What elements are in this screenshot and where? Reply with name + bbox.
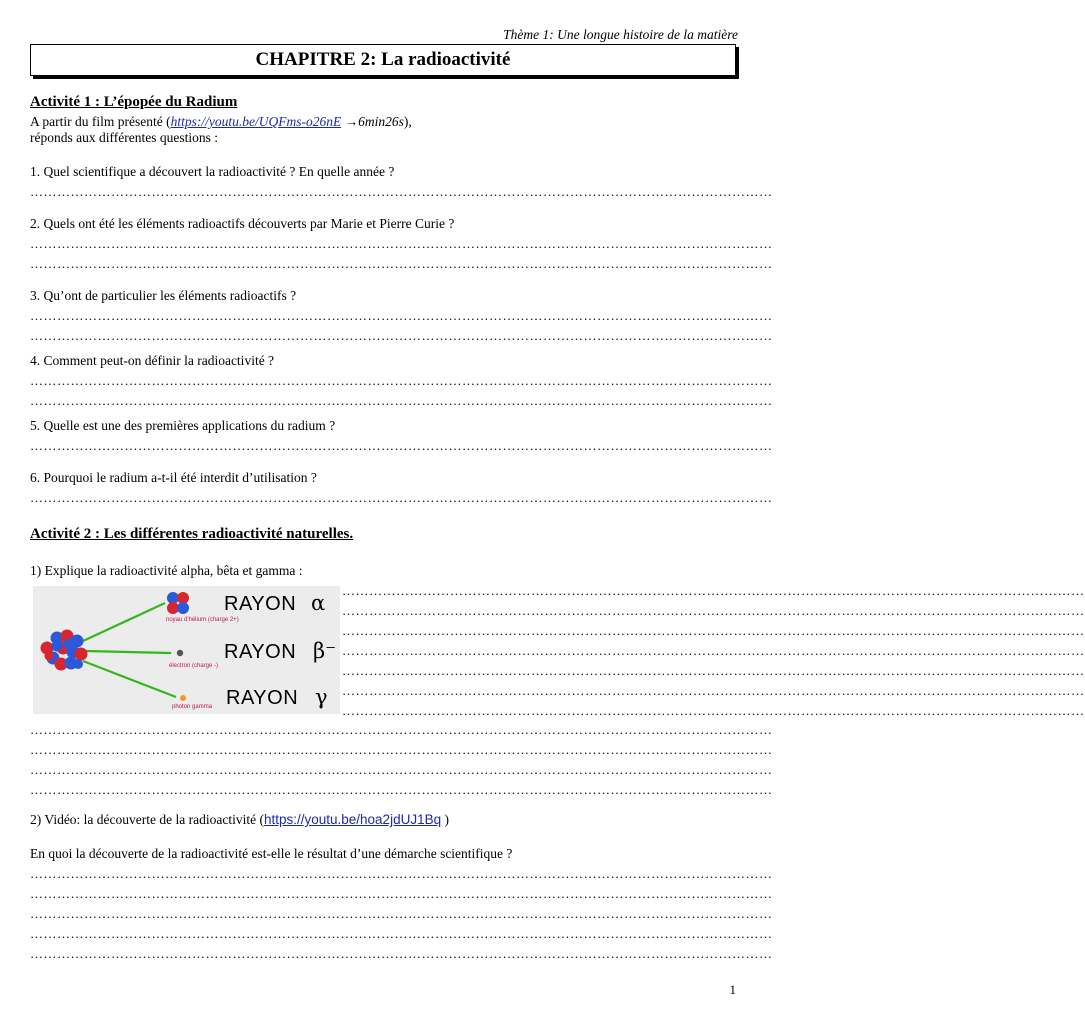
answer-line[interactable]: ………………………………………………………………………………………………………………………………………………… [30, 782, 773, 797]
activity2-question-1: 1) Explique la radioactivité alpha, bêta et gamma : [30, 563, 303, 578]
answer-line[interactable]: ………………………………………………………………………………………………………………………………………………… [30, 906, 773, 921]
answer-line[interactable]: ………………………………………………………………………………………………………………………………………………… [30, 742, 773, 757]
answer-line[interactable]: ………………………………………………………………………………………………………………………………………………… [342, 623, 1085, 638]
beta-symbol: β⁻ [313, 639, 337, 663]
electron-icon [177, 650, 183, 656]
intro-suffix: ), [403, 114, 412, 129]
answer-line[interactable]: ………………………………………………………………………………………………………………………………………………… [30, 184, 773, 199]
nucleus-icon [41, 630, 88, 671]
alpha-symbol: α [311, 591, 326, 615]
answer-line[interactable]: ………………………………………………………………………………………………………………………………………………… [30, 490, 773, 505]
page-number: 1 [729, 982, 736, 997]
answer-line[interactable]: ………………………………………………………………………………………………………………………………………………… [30, 866, 773, 881]
q2-suffix: ) [441, 812, 449, 827]
answer-line[interactable]: ………………………………………………………………………………………………………………………………………………… [30, 256, 773, 271]
photon-icon [180, 695, 186, 701]
film-time: →6min26s [341, 114, 404, 129]
beta-label: RAYON [224, 641, 297, 663]
q2-prefix: 2) Vidéo: la découverte de la radioactivité ( [30, 812, 264, 827]
activity1-intro-line2: réponds aux différentes questions : [30, 130, 218, 145]
answer-line[interactable]: ………………………………………………………………………………………………………………………………………………… [342, 583, 1085, 598]
gamma-label: RAYON [226, 687, 299, 709]
alpha-ray-line [83, 603, 165, 641]
gamma-caption: photon gamma [172, 704, 213, 710]
question-4: 4. Comment peut-on définir la radioactivité ? [30, 353, 275, 368]
radiation-figure [33, 586, 340, 714]
alpha-caption: noyau d'hélium (charge 2+) [166, 617, 239, 623]
activity1-intro [30, 114, 412, 130]
film-link[interactable]: https://youtu.be/UQFms-o26nE [170, 114, 342, 129]
question-5: 5. Quelle est une des premières applications du radium ? [30, 418, 336, 433]
answer-line[interactable]: ………………………………………………………………………………………………………………………………………………… [30, 373, 773, 388]
answer-line[interactable]: ………………………………………………………………………………………………………………………………………………… [30, 762, 773, 777]
answer-line[interactable]: ………………………………………………………………………………………………………………………………………………… [30, 308, 773, 323]
answer-line[interactable]: ………………………………………………………………………………………………………………………………………………… [342, 643, 1085, 658]
helium-nucleus-icon [167, 592, 189, 614]
answer-line[interactable]: ………………………………………………………………………………………………………………………………………………… [30, 722, 773, 737]
answer-line[interactable]: ………………………………………………………………………………………………………………………………………………… [342, 663, 1085, 678]
chapter-title: CHAPITRE 2: La radioactivité [30, 44, 736, 76]
answer-line[interactable]: ………………………………………………………………………………………………………………………………………………… [30, 393, 773, 408]
answer-line[interactable]: ………………………………………………………………………………………………………………………………………………… [30, 926, 773, 941]
alpha-label: RAYON [224, 593, 297, 615]
beta-ray-line [85, 651, 171, 653]
question-3: 3. Qu’ont de particulier les éléments radioactifs ? [30, 288, 297, 303]
answer-line[interactable]: ………………………………………………………………………………………………………………………………………………… [342, 683, 1085, 698]
answer-line[interactable]: ………………………………………………………………………………………………………………………………………………… [30, 946, 773, 961]
answer-line[interactable]: ………………………………………………………………………………………………………………………………………………… [30, 236, 773, 251]
activity1-title: Activité 1 : L’épopée du Radium [30, 94, 238, 110]
intro-prefix: A partir du film présenté ( [30, 114, 171, 129]
answer-line[interactable]: ………………………………………………………………………………………………………………………………………………… [30, 438, 773, 453]
answer-line[interactable]: ………………………………………………………………………………………………………………………………………………… [30, 328, 773, 343]
question-1: 1. Quel scientifique a découvert la radioactivité ? En quelle année ? [30, 164, 395, 179]
gamma-ray-line [83, 661, 176, 697]
answer-line[interactable]: ………………………………………………………………………………………………………………………………………………… [342, 603, 1085, 618]
question-6: 6. Pourquoi le radium a-t-il été interdit d’utilisation ? [30, 470, 317, 485]
activity2-question-3: En quoi la découverte de la radioactivité est-elle le résultat d’une démarche scientifique ? [30, 846, 513, 861]
answer-line[interactable]: ………………………………………………………………………………………………………………………………………………… [30, 886, 773, 901]
activity2-question-2 [30, 812, 449, 828]
answer-line[interactable]: ………………………………………………………………………………………………………………………………………………… [342, 703, 1085, 718]
question-2: 2. Quels ont été les éléments radioactifs découverts par Marie et Pierre Curie ? [30, 216, 455, 231]
theme-header: Thème 1: Une longue histoire de la matière [503, 27, 738, 42]
activity2-title: Activité 2 : Les différentes radioactivité naturelles. [30, 526, 354, 542]
gamma-symbol: γ [315, 685, 328, 709]
video-link[interactable]: https://youtu.be/hoa2jdUJ1Bq [263, 812, 442, 827]
beta-caption: électron (charge -) [169, 663, 219, 669]
